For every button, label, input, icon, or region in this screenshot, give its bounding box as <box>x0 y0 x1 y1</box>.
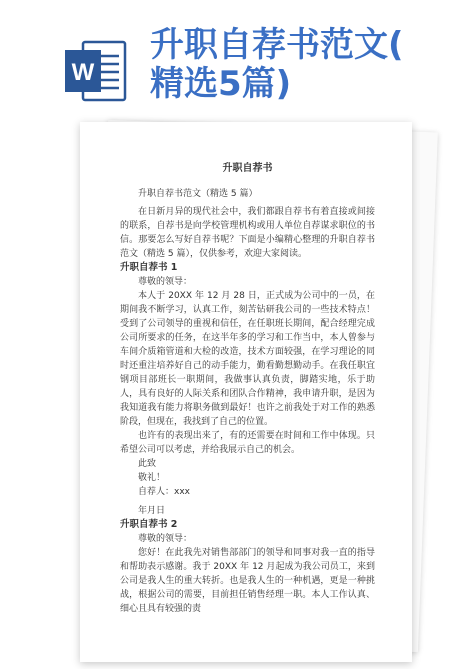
document-page <box>80 122 412 662</box>
document-body <box>120 162 375 616</box>
section-1-heading: 升职自荐书 1 <box>120 262 178 273</box>
intro-paragraph: 在日新月异的现代社会中，我们都跟自荐书有着直接或间接的联系，自荐书是向学校管理机构或用人单位自荐谋求职位的书信。那要怎么写好自荐书呢？下面是小编精心整理的升职自荐书范文（精选 5 篇），仅供参考，欢迎大家阅读。 <box>120 207 375 259</box>
word-document-icon <box>63 38 129 104</box>
word-logo-letter: W <box>71 59 95 86</box>
closing-line-2: 敬礼！ <box>138 473 166 483</box>
section-1-paragraph-1: 本人于 20XX 年 12 月 28 日，正式成为公司中的一员，在期间我不断学习，认真工作，刻苦钻研我公司的一些技术特点！受到了公司领导的重视和信任，在任职班长期间，配合经理完成公司所要求的任务，在这半年多的学习和工作当中，本人曾参与车间介质箱管道和大检的改造，技术方面较强，在学习理论的同时还重注培养好自己的动手能力，勤看勤想勤动手。在我任职宜钢项目部班长一职期间，我做事认真负责，脚踏实地，乐于助人，具有良好的人际关系和团队合作精神，我申请升职，是因为我知道我有能力将职务做到最好！也许之前我处于对工作的熟悉阶段，但现在，我找到了自己的位置。 <box>120 291 375 427</box>
banner-title-line-2: 精选5篇) <box>150 64 292 104</box>
banner-title-line-1: 升职自荐书范文( <box>150 25 404 65</box>
header-banner <box>0 0 474 122</box>
section-1-paragraph-2: 也许有的表现出来了，有的还需要在时间和工作中体现。只希望公司可以考虑，并给我展示自己的机会。 <box>120 431 375 455</box>
document-subtitle: 升职自荐书范文（精选 5 篇） <box>138 189 258 199</box>
section-2-greeting: 尊敬的领导： <box>138 534 193 544</box>
section-1-greeting: 尊敬的领导： <box>138 277 193 287</box>
closing-line-1: 此致 <box>138 459 157 469</box>
section-2-heading: 升职自荐书 2 <box>120 519 178 530</box>
section-2-paragraph-1: 您好！在此我先对销售部部门的领导和同事对我一直的指导和帮助表示感谢。我于 20XX 年 12 月起成为我公司员工，来到公司是我人生的重大转折。也是我人生的一种机遇，更是一种挑战，根据公司的需要，目前担任销售经理一职。本人工作认真、细心且具有较强的责 <box>120 548 375 614</box>
date-line: 年月日 <box>138 506 166 516</box>
document-title: 升职自荐书 <box>222 163 273 174</box>
signer-line: 自荐人：xxx <box>138 487 190 497</box>
